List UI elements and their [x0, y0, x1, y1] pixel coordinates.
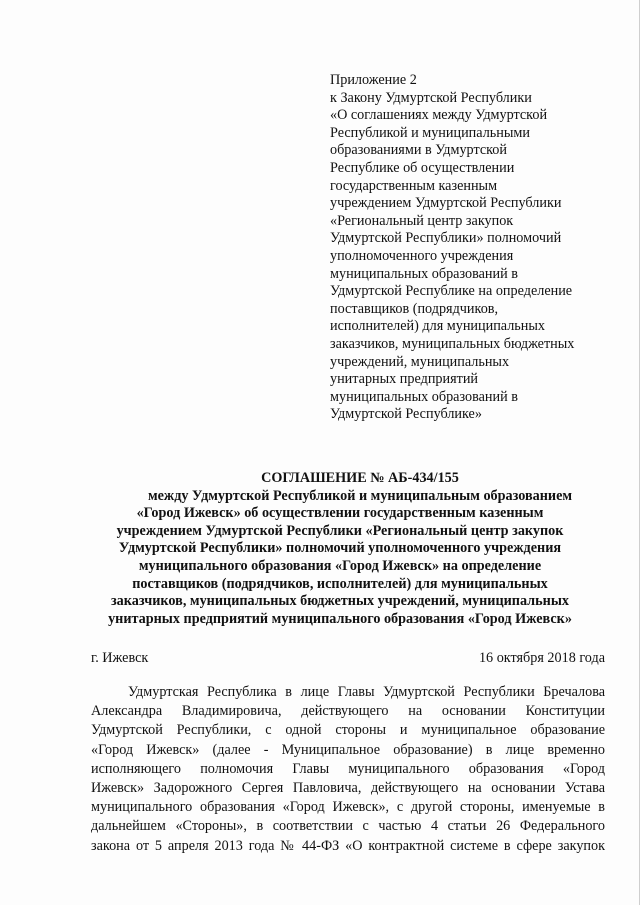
appendix-line: Республикой и муниципальными [330, 124, 530, 141]
appendix-line: учреждением Удмуртской Республики [330, 195, 562, 212]
body-line: муниципального образования «Город Ижевск», с другой стороны, именуемые в [91, 799, 605, 816]
appendix-line: образованиями в Удмуртской [330, 142, 507, 159]
agreement-title-line: «Город Ижевск» об осуществлении государственным казенным [136, 505, 544, 522]
agreement-title-line: поставщиков (подрядчиков, исполнителей) для муниципальных [132, 575, 548, 592]
appendix-line: государственным казенным [330, 177, 498, 194]
agreement-title-line: между Удмуртской Республикой и муниципальным образованием [147, 487, 573, 504]
appendix-line: «О соглашениях между Удмуртской [330, 107, 548, 124]
appendix-line: учреждений, муниципальных [330, 353, 510, 370]
appendix-line: Республике об осуществлении [330, 159, 515, 176]
appendix-line: «Региональный центр закупок [330, 212, 514, 229]
appendix-line: Удмуртской Республике на определение [330, 283, 573, 300]
appendix-line: Приложение 2 [330, 72, 417, 88]
agreement-title [70, 470, 610, 628]
agreement-title-line: унитарных предприятий муниципального образования «Город Ижевск» [108, 610, 572, 627]
agreement-title-line: учреждением Удмуртской Республики «Региональный центр закупок [116, 522, 564, 539]
appendix-header [330, 72, 600, 424]
body-line: Ижевск» Задорожного Сергея Павловича, действующего на основании Устава [91, 780, 605, 797]
appendix-line: муниципальных образований в [330, 265, 518, 282]
body-line: Удмуртская Республика в лице Главы Удмуртской Республики Бречалова [128, 684, 605, 700]
body-line: исполняющего полномочия Главы муниципального образования «Город [91, 760, 605, 777]
agreement-date: 16 октября 2018 года [478, 650, 605, 666]
appendix-line: Удмуртской Республики» полномочий [330, 230, 562, 247]
body-line: дальнейшем «Стороны», в соответствии с частью 4 статьи 26 Федерального [91, 818, 605, 835]
appendix-line: заказчиков, муниципальных бюджетных [330, 335, 575, 352]
body-line: Удмуртской Республики, с одной стороны и муниципальное образование [91, 722, 605, 739]
body-line: закона от 5 апреля 2013 года № 44-ФЗ «О контрактной системе в сфере закупок [91, 837, 605, 854]
body-line: «Город Ижевск» (далее - Муниципальное образование) в лице временно [91, 741, 605, 758]
appendix-line: Удмуртской Республике» [330, 406, 482, 423]
city-label: г. Ижевск [91, 650, 149, 666]
agreement-body [91, 683, 605, 856]
appendix-line: поставщиков (подрядчиков, [330, 300, 499, 317]
appendix-line: муниципальных образований в [330, 388, 518, 405]
agreement-title-line: заказчиков, муниципальных бюджетных учреждений, муниципальных [110, 593, 569, 610]
appendix-line: исполнителей) для муниципальных [330, 318, 545, 335]
agreement-title-line: муниципального образования «Город Ижевск» на определение [138, 557, 542, 574]
body-line: Александра Владимировича, действующего на основании Конституции [91, 703, 605, 720]
appendix-line: унитарных предприятий [330, 371, 479, 388]
agreement-title-heading: СОГЛАШЕНИЕ № АБ-434/155 [261, 470, 459, 486]
appendix-line: уполномоченного учреждения [330, 247, 514, 264]
agreement-title-line: Удмуртской Республики» полномочий уполномоченного учреждения [118, 540, 562, 557]
appendix-line: к Закону Удмуртской Республики [330, 89, 532, 106]
